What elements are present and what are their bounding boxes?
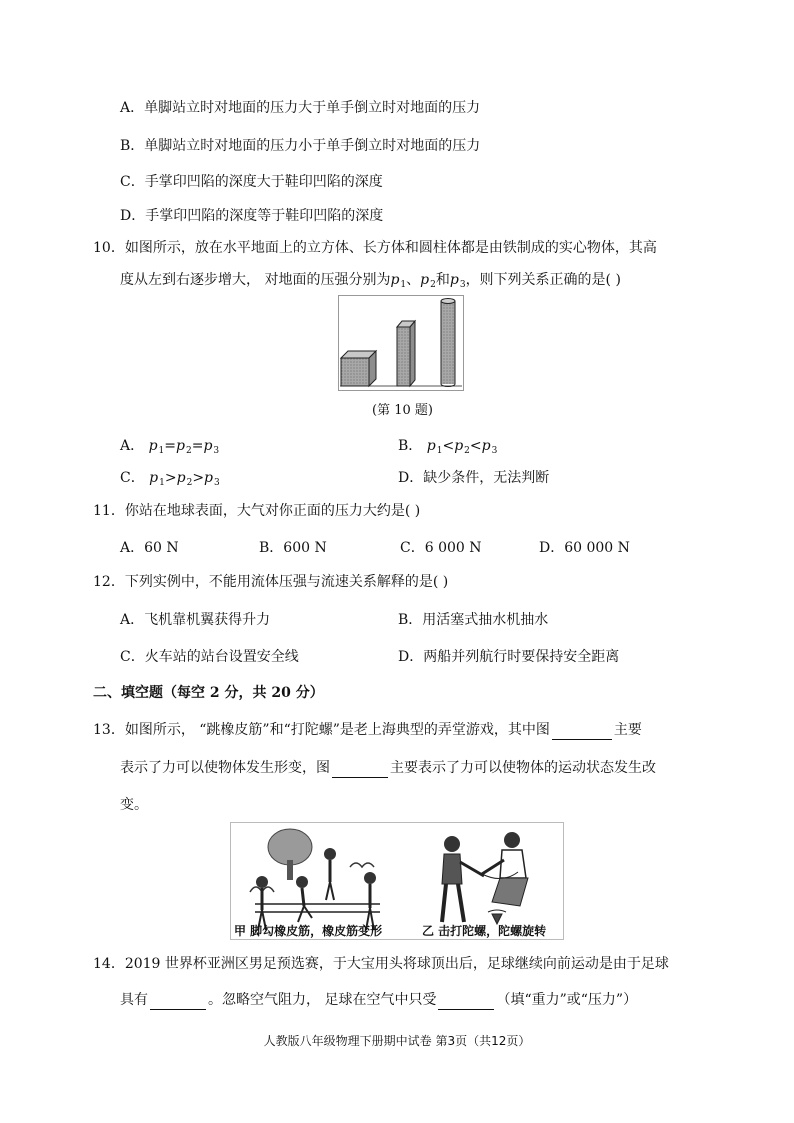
q10-option-d: D．缺少条件，无法判断 — [398, 470, 550, 486]
q13-blank-2[interactable] — [332, 761, 388, 778]
q14-stem-line2: 具有 。忽略空气阻力， 足球在空气中只受 （填“重力”或“压力”） — [120, 992, 638, 1008]
q14-blank-2[interactable] — [438, 993, 494, 1010]
q12-option-b: B．用活塞式抽水机抽水 — [398, 612, 549, 628]
q11-option-c: C．6 000 N — [400, 540, 482, 556]
q11-option-d: D．60 000 N — [539, 540, 630, 556]
q13-stem-line1: 13．如图所示， “跳橡皮筋”和“打陀螺”是老上海典型的弄堂游戏，其中图 主要 — [93, 722, 642, 738]
q13-blank-1[interactable] — [552, 723, 612, 740]
q10-figure-caption: (第 10 题) — [372, 403, 433, 418]
q10-stem-line2: 度从左到右逐步增大， 对地面的压强分别为$p_1$、$p_2$和$p_3$，则下列关系正确的是( ) — [120, 272, 621, 290]
q9-option-a: A．单脚站立时对地面的压力大于单手倒立时对地面的压力 — [120, 100, 481, 116]
q13-stem-line2: 表示了力可以使物体发生形变，图 主要表示了力可以使物体的运动状态发生改 — [120, 760, 656, 776]
q12-stem: 12．下列实例中，不能用流体压强与流速关系解释的是( ) — [93, 574, 449, 590]
q10-option-b: B． $p_1<p_2<p_3$ — [398, 438, 498, 456]
q11-option-a: A．60 N — [120, 540, 179, 556]
q10-option-c: C． $p_1>p_2>p_3$ — [120, 470, 220, 488]
section-fill-in-title: 二、填空题（每空 2 分，共 20 分） — [93, 685, 324, 701]
q14-stem-line1: 14．2019 世界杯亚洲区男足预选赛，于大宝用头将球顶出后，足球继续向前运动是由于足球 — [93, 956, 669, 972]
q10-stem-line1: 10．如图所示，放在水平地面上的立方体、长方体和圆柱体都是由铁制成的实心物体，其高 — [93, 240, 657, 256]
cuboid-shape — [397, 321, 415, 386]
q10-option-a: A． $p_1=p_2=p_3$ — [120, 438, 220, 456]
q11-stem: 11．你站在地球表面，大气对你正面的压力大约是( ) — [93, 503, 421, 519]
q12-option-d: D．两船并列航行时要保持安全距离 — [398, 649, 620, 665]
q9-option-d: D．手掌印凹陷的深度等于鞋印凹陷的深度 — [120, 208, 384, 224]
q12-option-a: A．飞机靠机翼获得升力 — [120, 612, 271, 628]
q9-option-b: B．单脚站立时对地面的压力小于单手倒立时对地面的压力 — [120, 138, 481, 154]
q13-caption-right: 乙 击打陀螺，陀螺旋转 — [422, 924, 547, 938]
q14-blank-1[interactable] — [150, 993, 206, 1010]
page-footer: 人教版八年级物理下册期中试卷 第3页（共12页） — [263, 1034, 531, 1048]
q13-stem-line3: 变。 — [120, 797, 148, 813]
q9-option-c: C．手掌印凹陷的深度大于鞋印凹陷的深度 — [120, 174, 383, 190]
tree-icon — [268, 829, 312, 865]
q12-option-c: C．火车站的站台设置安全线 — [120, 649, 299, 665]
q13-caption-left: 甲 脚勾橡皮筋，橡皮筋变形 — [234, 924, 383, 938]
cylinder-shape — [441, 299, 455, 387]
q13-figure — [230, 822, 564, 940]
cube-shape — [341, 351, 376, 386]
q11-option-b: B．600 N — [259, 540, 327, 556]
q10-figure — [338, 295, 464, 391]
